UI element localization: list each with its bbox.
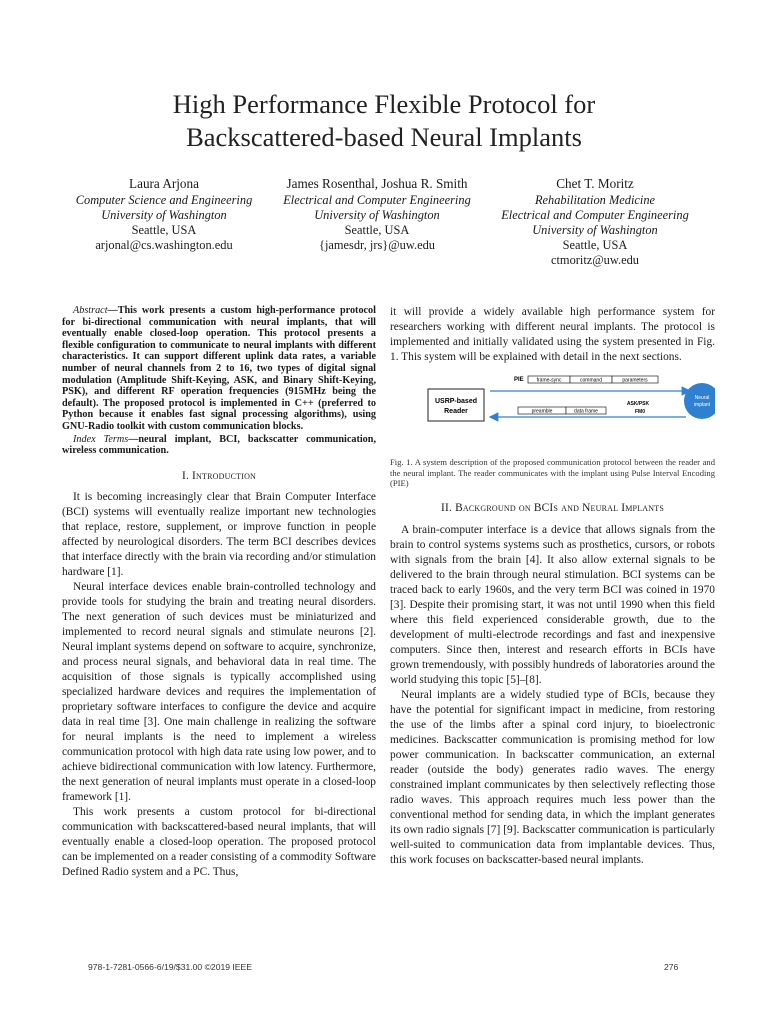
author-dept: Rehabilitation Medicine bbox=[534, 193, 656, 207]
author-1 bbox=[55, 176, 273, 253]
field-frame-sync-label: frame-sync bbox=[536, 377, 562, 384]
section-heading-intro: I. Introduction bbox=[181, 469, 257, 482]
uplink-mod-label-2: FM0 bbox=[635, 409, 645, 415]
index-terms bbox=[62, 434, 376, 457]
title-line-1: High Performance Flexible Protocol for bbox=[172, 89, 596, 119]
intro-paragraph-1: It is becoming increasingly clear that Brain Computer Interface (BCI) systems will eventually realize important new technologies that replace, restore, supplement, or improve function in people affected by neurological disorders. The term BCI describes devices that interface directly with the brain via recording and/or stimulation hardware [1]. bbox=[62, 490, 376, 578]
right-column bbox=[390, 305, 715, 868]
intro-continued: it will provide a widely available high performance system for researchers working with different neural implants. The protocol is implemented and initially validated using the system presented in Fig. 1. This system will be explained with detail in the next sections. bbox=[390, 306, 715, 363]
reader-box bbox=[428, 389, 484, 421]
reader-label-1: USRP-based bbox=[434, 398, 478, 405]
author-university: University of Washington bbox=[101, 208, 227, 222]
author-university: University of Washington bbox=[532, 223, 658, 237]
author-dept-2: Electrical and Computer Engineering bbox=[501, 208, 689, 222]
author-block bbox=[0, 176, 768, 276]
abstract-label: Abstract bbox=[73, 305, 108, 316]
implant-label-2: implant bbox=[693, 402, 711, 408]
intro-paragraph-2: Neural interface devices enable brain-controlled technology and provide tools for studying the brain and treating neural disorders. The next generation of such devices must be miniaturized and implemented to record neural signals and stimulate neurons [2]. Neural implant systems depend on software to acquire, synchronize, and process neural signals, and behavioral data in real time. The acquisition of those signals is typically accomplished using specialized hardware devices and requires the implementation of proprietary software interfaces to configure the device and acquire data in real time [3]. One main challenge in realizing the software for neural implants is the need to implement a wireless communication protocol with high data rate using low power, and to achieve bidirectional communication with low latency. Furthermore, the next generation of neural implants must operate in a closed-loop framework [1]. bbox=[62, 580, 376, 803]
title-line-2: Backscattered-based Neural Implants bbox=[186, 122, 582, 152]
intro-paragraph-3: This work presents a custom protocol for bi-directional communication with backscattered-based neural implants, that will eventually enable a closed-loop operation. The proposed protocol can be implemented on a reader consisting of a commodity Software Defined Radio system and a PC. Thus, bbox=[62, 805, 376, 878]
page-number: 276 bbox=[664, 962, 679, 972]
paper-title bbox=[0, 88, 768, 154]
copyright-footer: 978-1-7281-0566-6/19/$31.00 ©2019 IEEE bbox=[88, 962, 253, 972]
author-location: Seattle, USA bbox=[344, 223, 410, 237]
author-university: University of Washington bbox=[314, 208, 440, 222]
author-email[interactable]: {jamesdr, jrs}@uw.edu bbox=[319, 238, 435, 252]
left-column bbox=[62, 305, 376, 880]
index-terms-label: Index Terms bbox=[73, 433, 129, 445]
figure-1 bbox=[390, 373, 715, 453]
uplink-mod-label-1: ASK/PSK bbox=[626, 401, 650, 407]
author-location: Seattle, USA bbox=[562, 238, 628, 252]
author-dept: Computer Science and Engineering bbox=[75, 193, 253, 207]
author-2 bbox=[266, 176, 488, 253]
abstract bbox=[62, 305, 376, 433]
author-email[interactable]: arjonal@cs.washington.edu bbox=[95, 238, 233, 252]
abstract-text: —This work presents a custom high-performance protocol for bi-directional communication with neural implants, that will eventually enable closed-loop operation. This protocol presents a flexible configuration to communicate to neural implants with different characteristics. It can support different uplink data rates, a variable number of neural channels from 2 to 16, two types of digital signal modulation (Amplitude Shift-Keying, ASK, and Binary Shift-Keying, PSK), and different RF operation frequencies (915MHz being the default). The proposed protocol is implemented in C++ (preferred to Python because it enables fast signal processing algorithms), using GNU-Radio toolkit with custom communication blocks. bbox=[62, 305, 376, 432]
pie-label: PIE bbox=[514, 377, 524, 383]
implant-label-1: Neural bbox=[694, 395, 710, 401]
index-terms-text: —neural implant, BCI, backscatter communication, wireless communication. bbox=[62, 433, 376, 457]
author-email[interactable]: ctmoritz@uw.edu bbox=[550, 253, 640, 267]
author-name: James Rosenthal, Joshua R. Smith bbox=[286, 176, 468, 191]
field-parameters-label: parameters bbox=[622, 377, 648, 384]
field-preamble-label: preamble bbox=[531, 408, 553, 415]
author-name: Laura Arjona bbox=[129, 176, 199, 191]
background-paragraph-1: A brain-computer interface is a device that allows signals from the brain to control systems systems such as prosthetics, cursors, or robots with signals from the brain [4]. It also allow external signals to be delivered to the brain through neural stimulation. BCI systems can be traced back to early 1960s, and the very term BCI was coined in 1970 [3]. Despite their promising start, it was not until 1990 when this field where this field experienced considerable growth, due to the development of multi-electrode recordings and fast and inexpensive computers. Since then, interest and research efforts in BCIs have grown tremendously, with possibly hundreds of laboratories around the world studying this topic [5]–[8]. bbox=[390, 523, 715, 686]
system-diagram bbox=[390, 373, 715, 453]
author-location: Seattle, USA bbox=[131, 223, 197, 237]
field-data-frame-label: data frame bbox=[574, 408, 598, 415]
figure-caption: Fig. 1. A system description of the proposed communication protocol between the reader and the neural implant. The reader communicates with the implant using Pulse Interval Encoding (PIE) bbox=[390, 457, 715, 489]
reader-label-2: Reader bbox=[444, 408, 468, 415]
author-3 bbox=[478, 176, 712, 268]
field-command-label: command bbox=[580, 377, 602, 384]
section-heading-background: II. Background on BCIs and Neural Implants bbox=[441, 501, 664, 514]
implant-circle bbox=[684, 383, 715, 419]
author-name: Chet T. Moritz bbox=[556, 176, 634, 191]
author-dept: Electrical and Computer Engineering bbox=[283, 193, 471, 207]
background-paragraph-2: Neural implants are a widely studied type of BCIs, because they have the potential for significant impact in medicine, from restoring the use of the limbs after a spinal cord injury, to bioelectronic medicines. Backscatter communication is promising method for low power communication. In backscatter communication, an external reader (outside the body) generates radio waves. The energy constrained implant communicates by then selectively reflecting those radio waves. This approach requires much less power than the conventional method for sending data, in which the implant generates its own radio signals [7] [9]. Backscatter communication is particularly well-suited to communication data from implantable devices. Thus, this work focuses on backscatter-based neural implants. bbox=[390, 688, 715, 866]
